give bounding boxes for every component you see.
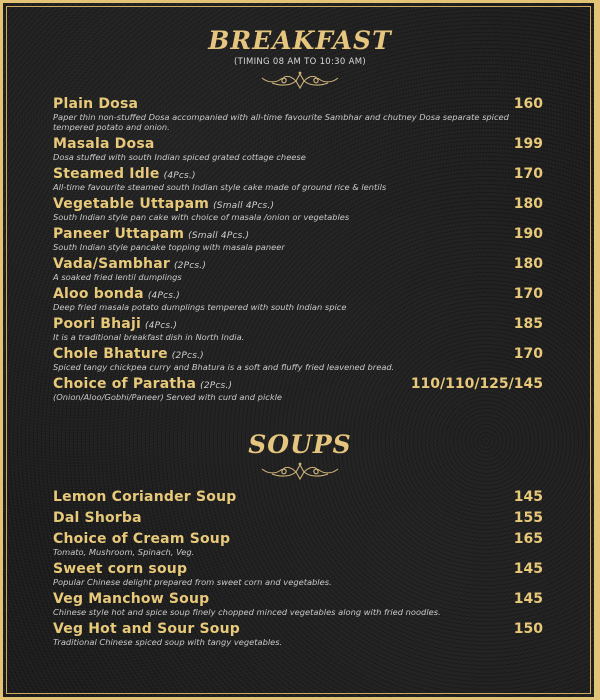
menu-item[interactable] — [53, 510, 543, 526]
item-quantity: (Small 4Pcs.) — [213, 201, 275, 211]
item-name: Lemon Coriander Soup — [53, 489, 237, 505]
item-name: Choice of Paratha (2Pcs.) — [53, 376, 233, 392]
item-quantity: (2Pcs.) — [200, 381, 233, 391]
menu-item[interactable] — [53, 196, 543, 222]
item-name: Poori Bhaji (4Pcs.) — [53, 316, 178, 332]
item-price: 180 — [513, 196, 543, 212]
item-name: Vada/Sambhar (2Pcs.) — [53, 256, 207, 272]
item-price: 160 — [513, 96, 543, 112]
menu-item[interactable] — [53, 286, 543, 312]
item-name: Masala Dosa — [53, 136, 155, 152]
menu-item[interactable] — [53, 376, 543, 402]
item-name: Aloo bonda (4Pcs.) — [53, 286, 180, 302]
breakfast-items — [53, 96, 543, 402]
item-description: South Indian style pan cake with choice of masala /onion or vegetables — [53, 212, 350, 222]
item-description: Spiced tangy chickpea curry and Bhatura is a soft and fluffy fried leavened bread. — [53, 362, 395, 372]
item-quantity: (2Pcs.) — [171, 351, 204, 361]
menu-item[interactable] — [53, 166, 543, 192]
item-price: 145 — [513, 561, 543, 577]
menu-item[interactable] — [53, 316, 543, 342]
item-price: 165 — [513, 531, 543, 547]
item-description: Deep fried masala potato dumplings tempered with south Indian spice — [53, 302, 347, 312]
item-quantity: (Small 4Pcs.) — [188, 231, 250, 241]
item-price: 145 — [513, 591, 543, 607]
item-description: South Indian style pancake topping with masala paneer — [53, 242, 285, 252]
menu-item[interactable] — [53, 591, 543, 617]
menu-item[interactable] — [53, 226, 543, 252]
menu-item[interactable] — [53, 561, 543, 587]
ornament-divider-icon — [258, 71, 342, 91]
item-price: 145 — [513, 489, 543, 505]
menu-item[interactable] — [53, 489, 543, 505]
item-price: 150 — [513, 621, 543, 637]
item-description: A soaked fried lentil dumplings — [53, 272, 182, 282]
item-name: Veg Hot and Sour Soup — [53, 621, 241, 637]
item-name: Paneer Uttapam (Small 4Pcs.) — [53, 226, 250, 242]
item-name: Sweet corn soup — [53, 561, 188, 577]
item-description: Traditional Chinese spiced soup with tangy vegetables. — [53, 637, 283, 647]
item-name: Choice of Cream Soup — [53, 531, 231, 547]
item-price: 199 — [513, 136, 543, 152]
menu-item[interactable] — [53, 621, 543, 647]
item-quantity: (4Pcs.) — [163, 171, 196, 181]
item-description: Chinese style hot and spice soup finely chopped minced vegetables along with fried noodles. — [53, 607, 441, 617]
item-name: Dal Shorba — [53, 510, 142, 526]
menu-item[interactable] — [53, 256, 543, 282]
item-price: 170 — [513, 346, 543, 362]
item-price: 190 — [513, 226, 543, 242]
item-name: Chole Bhature (2Pcs.) — [53, 346, 204, 362]
item-description: Dosa stuffed with south Indian spiced grated cottage cheese — [53, 152, 306, 162]
item-name: Steamed Idle (4Pcs.) — [53, 166, 196, 182]
item-description: Paper thin non-stuffed Dosa accompanied with all-time favourite Sambhar and chutney Dosa separate spiced tempered potato and onion. — [53, 112, 509, 132]
item-price: 185 — [513, 316, 543, 332]
item-name: Veg Manchow Soup — [53, 591, 210, 607]
item-price: 170 — [513, 166, 543, 182]
item-description: Tomato, Mushroom, Spinach, Veg. — [53, 547, 195, 557]
item-quantity: (4Pcs.) — [147, 291, 180, 301]
item-quantity: (4Pcs.) — [144, 321, 178, 331]
item-description: All-time favourite steamed south Indian style cake made of ground rice & lentils — [53, 182, 387, 192]
soups-heading: SOUPS — [248, 430, 352, 459]
menu-item[interactable] — [53, 531, 543, 557]
ornament-divider-icon — [258, 462, 342, 482]
item-price: 155 — [513, 510, 543, 526]
item-price: 110/110/125/145 — [410, 376, 543, 392]
menu-item[interactable] — [53, 96, 543, 132]
item-name: Vegetable Uttapam (Small 4Pcs.) — [53, 196, 275, 212]
soups-items — [53, 489, 543, 647]
breakfast-timing: (TIMING 08 AM TO 10:30 AM) — [234, 57, 366, 67]
item-price: 180 — [513, 256, 543, 272]
item-quantity: (2Pcs.) — [173, 261, 207, 271]
breakfast-heading: BREAKFAST — [208, 26, 392, 55]
menu-item[interactable] — [53, 346, 543, 372]
item-description: Popular Chinese delight prepared from sweet corn and vegetables. — [53, 577, 332, 587]
item-price: 170 — [513, 286, 543, 302]
menu-item[interactable] — [53, 136, 543, 162]
item-description: (Onion/Aloo/Gobhi/Paneer) Served with curd and pickle — [53, 392, 283, 402]
item-name: Plain Dosa — [53, 96, 139, 112]
item-description: It is a traditional breakfast dish in North India. — [53, 332, 245, 342]
